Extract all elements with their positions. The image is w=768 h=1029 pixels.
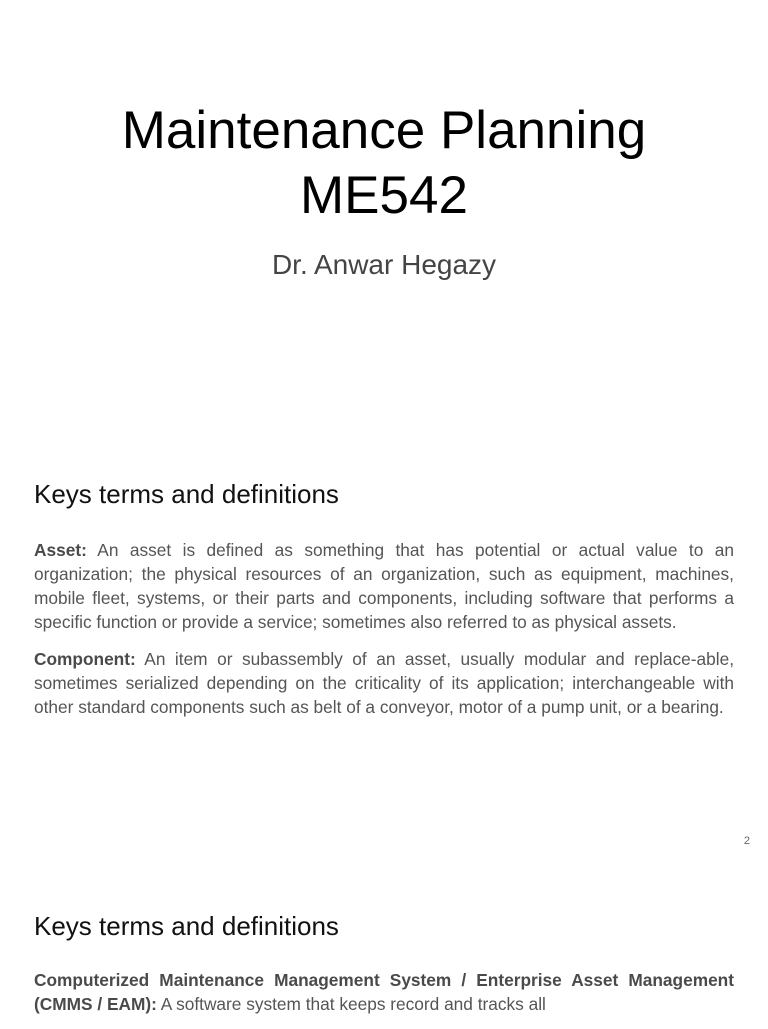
definition-component [34,647,734,719]
definition-asset [34,538,734,634]
term-label: Component: [34,649,136,669]
definition-cmms [34,968,734,1016]
page-number: 2 [743,835,750,847]
definitions-body [34,968,734,1029]
definitions-slide-2 [0,864,768,1024]
term-label: Computerized Maintenance Management System / Enterprise Asset Management (CMMS / EAM): [34,970,734,1014]
definitions-body [34,538,734,732]
definition-text: An item or subassembly of an asset, usually modular and replace-able, sometimes serialized depending on the criticality of its application; interchangeable with other standard components such as belt of a conveyor, motor of a pump unit, or a bearing. [34,649,734,717]
title-line-2: ME542 [300,166,468,225]
title-slide [0,0,768,432]
slide-heading: Keys terms and definitions [34,911,339,941]
slide-heading: Keys terms and definitions [34,479,339,509]
definitions-slide-1 [0,432,768,864]
definition-text: An asset is defined as something that has potential or actual value to an organization; the physical resources of an organization, such as equipment, machines, mobile fleet, systems, or their parts and components, including software that performs a specific function or provide a service; sometimes also referred to as physical assets. [34,540,734,632]
title-line-1: Maintenance Planning [121,101,647,160]
term-label: Asset: [34,540,87,560]
definition-text: A software system that keeps record and tracks all [156,994,546,1014]
author-name: Dr. Anwar Hegazy [271,249,497,280]
slide-title [0,98,768,228]
